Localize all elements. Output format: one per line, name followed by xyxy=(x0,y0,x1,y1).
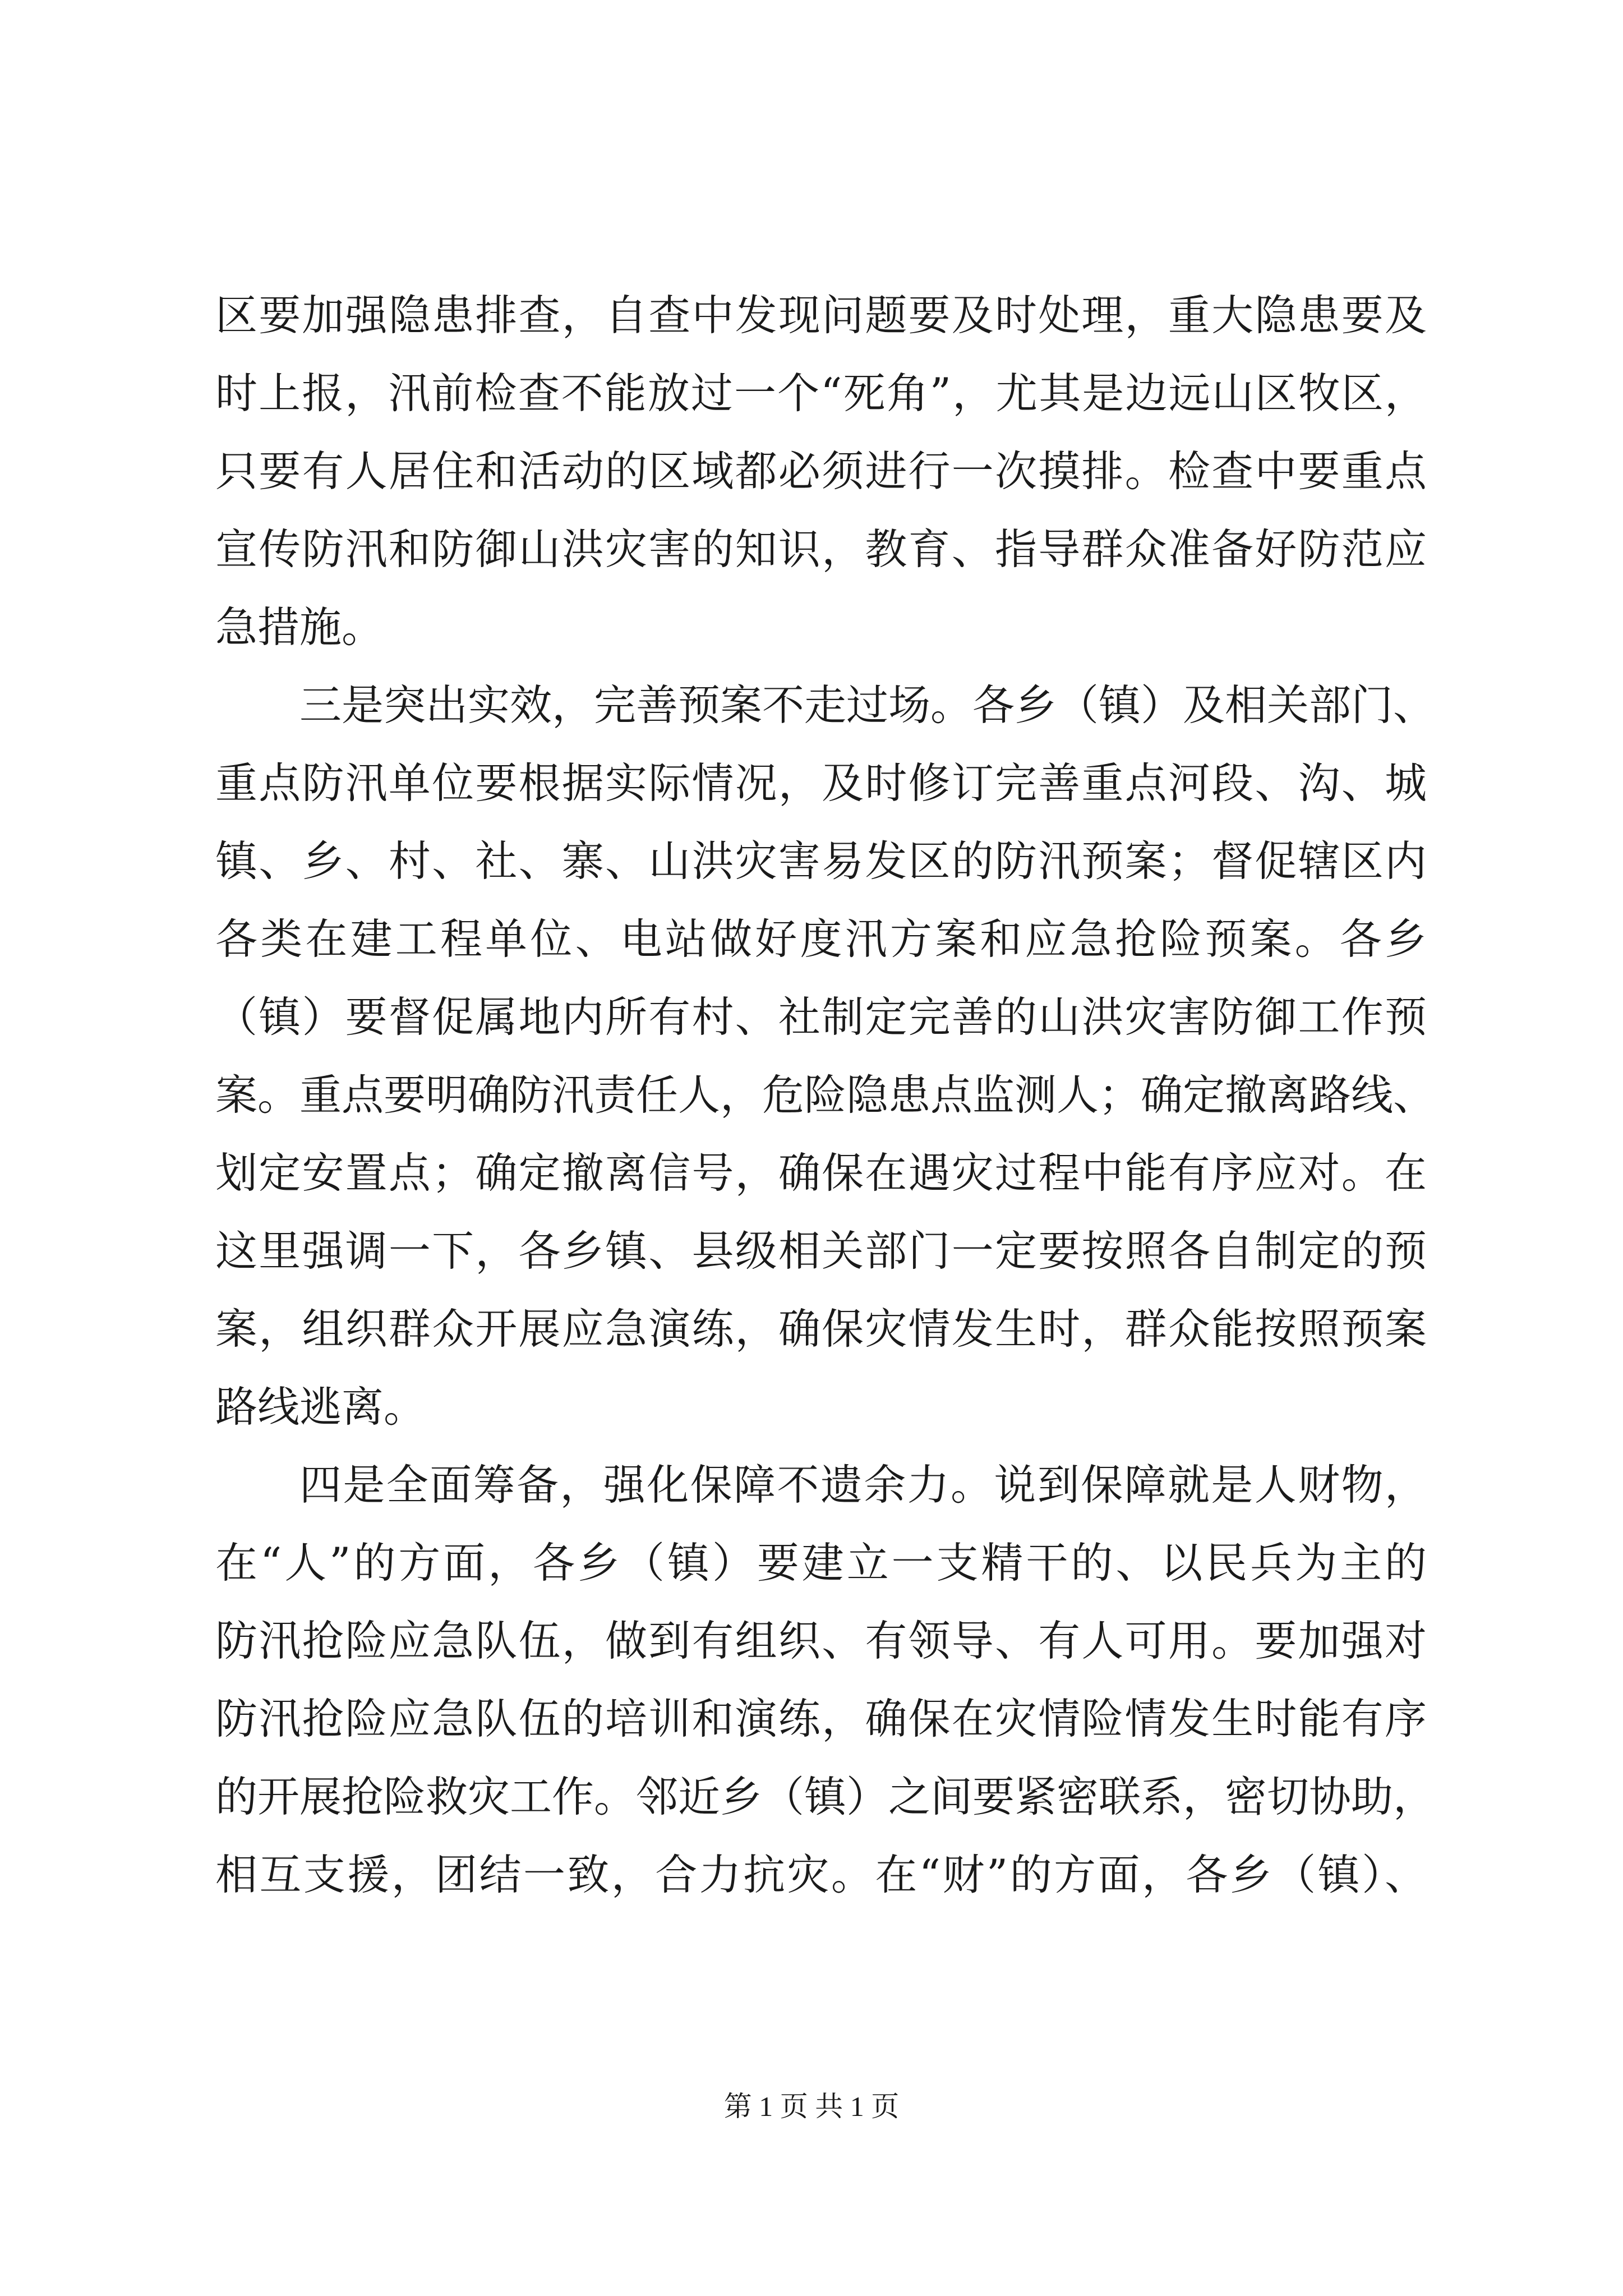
document-body xyxy=(215,277,1436,1914)
text-line: 只要有人居住和活动的区域都必须进行一次摸排。检查中要重点 xyxy=(215,447,1427,496)
text-line: 防汛抢险应急队伍，做到有组织、有领导、有人可用。要加强对 xyxy=(215,1616,1427,1665)
paragraph-first-line: 三是突出实效，完善预案不走过场。各乡（镇）及相关部门、 xyxy=(299,680,1436,730)
text-line: 这里强调一下，各乡镇、县级相关部门一定要按照各自制定的预 xyxy=(215,1226,1427,1276)
text-line: 重点防汛单位要根据实际情况，及时修订完善重点河段、沟、城 xyxy=(215,758,1427,808)
text-line: 镇、乡、村、社、寨、山洪灾害易发区的防汛预案；督促辖区内 xyxy=(215,836,1427,886)
text-line: 区要加强隐患排查，自查中发现问题要及时处理，重大隐患要及 xyxy=(215,291,1427,340)
text-line: 宣传防汛和防御山洪灾害的知识，教育、指导群众准备好防范应 xyxy=(215,524,1427,574)
text-line: 划定安置点；确定撤离信号，确保在遇灾过程中能有序应对。在 xyxy=(215,1148,1427,1198)
text-line: 路线逃离。 xyxy=(215,1382,426,1432)
text-line: 相互支援，团结一致，合力抗灾。在“财”的方面，各乡（镇）、 xyxy=(215,1850,1427,1899)
text-line: 各类在建工程单位、电站做好度汛方案和应急抢险预案。各乡 xyxy=(215,914,1427,964)
text-line: 案，组织群众开展应急演练，确保灾情发生时，群众能按照预案 xyxy=(215,1304,1427,1354)
paragraph-first-line: 四是全面筹备，强化保障不遗余力。说到保障就是人财物， xyxy=(299,1460,1427,1510)
text-line: 在“人”的方面，各乡（镇）要建立一支精干的、以民兵为主的 xyxy=(215,1538,1427,1588)
text-line: 防汛抢险应急队伍的培训和演练，确保在灾情险情发生时能有序 xyxy=(215,1694,1427,1743)
text-line: 的开展抢险救灾工作。邻近乡（镇）之间要紧密联系，密切协助， xyxy=(215,1772,1436,1821)
text-line: 案。重点要明确防汛责任人，危险隐患点监测人；确定撤离路线、 xyxy=(215,1070,1436,1120)
text-line: 时上报，汛前检查不能放过一个“死角”，尤其是边远山区牧区， xyxy=(215,369,1427,418)
page-number-label: 第 1 页 共 1 页 xyxy=(723,2091,900,2122)
page-footer xyxy=(0,2087,1623,2126)
text-line: 急措施。 xyxy=(215,602,384,652)
text-line: （镇）要督促属地内所有村、社制定完善的山洪灾害防御工作预 xyxy=(215,992,1427,1042)
